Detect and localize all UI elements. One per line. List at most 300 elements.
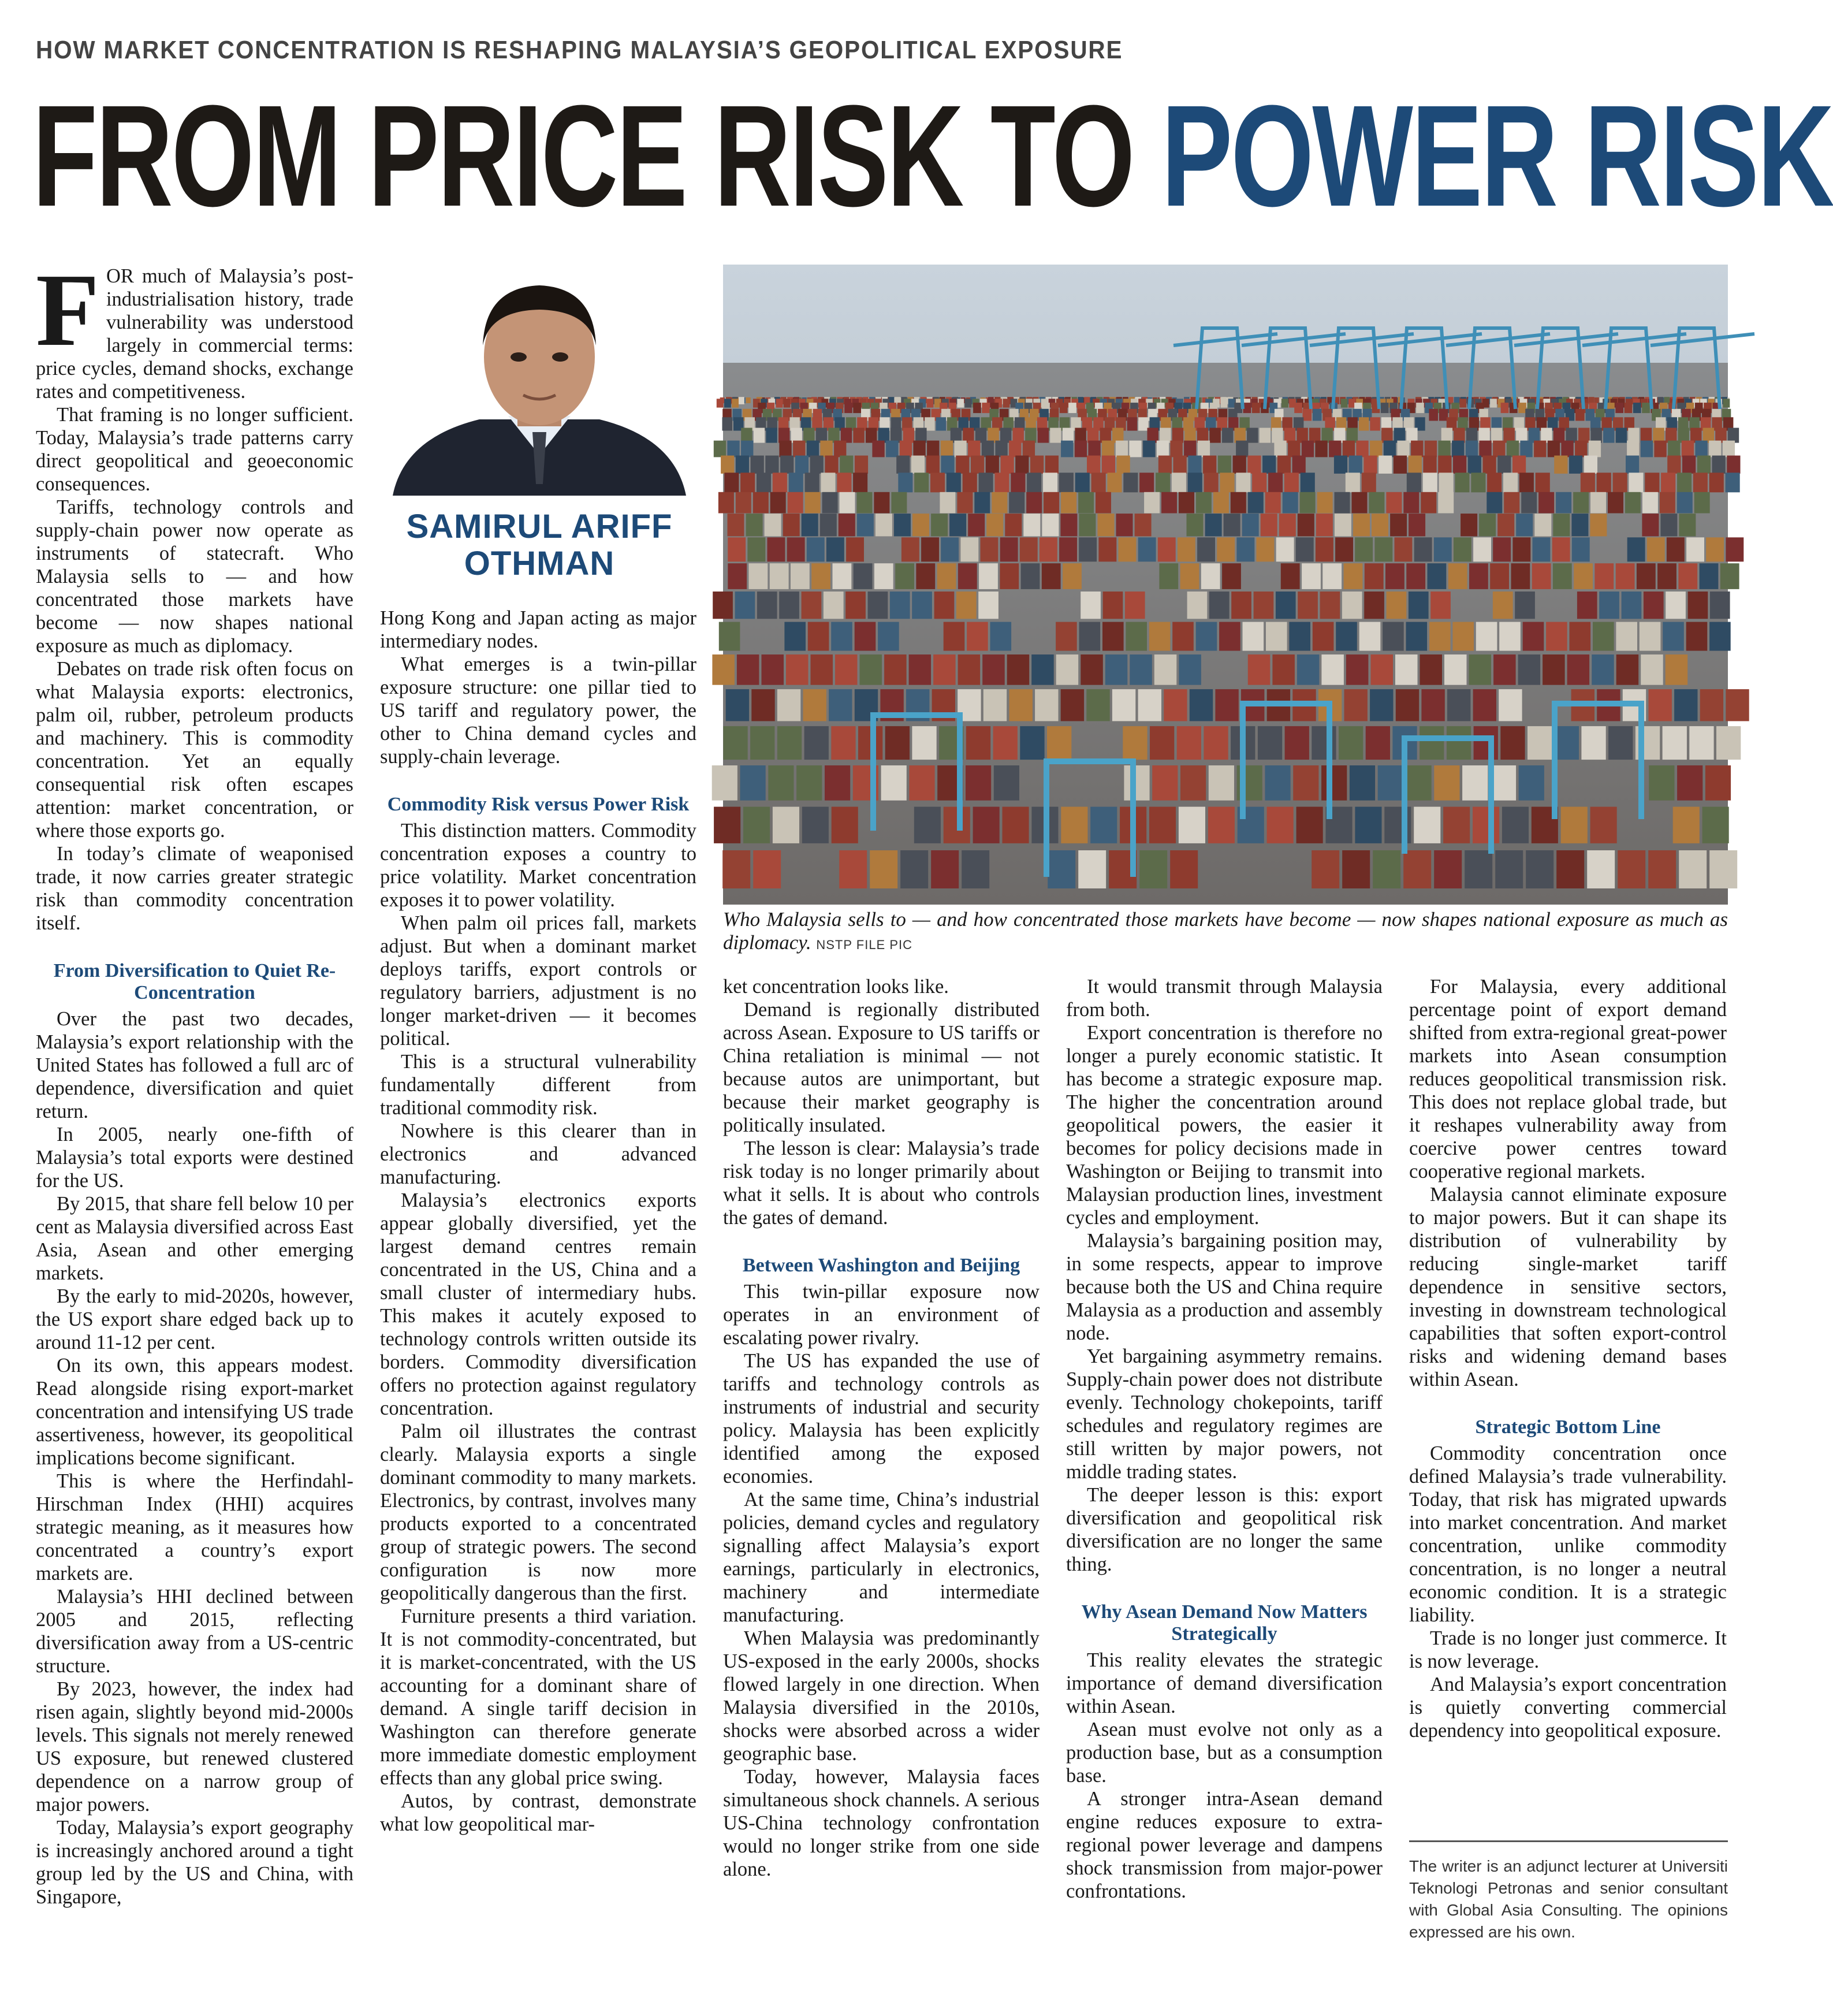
container [1394,428,1405,443]
subheading: Why Asean Demand Now Matters Strategically [1081,1601,1368,1645]
container [1102,456,1115,474]
container [1061,689,1084,721]
container [802,592,822,619]
container [1682,441,1694,457]
container [1266,622,1287,651]
container [719,622,740,651]
container [1213,492,1229,514]
container [1567,654,1590,685]
container [1156,473,1170,492]
container [1593,622,1614,651]
container [1289,622,1310,651]
container [1693,473,1708,492]
container [844,403,852,413]
container [1188,473,1202,492]
container [1309,428,1320,443]
container [1569,456,1582,474]
container [1078,850,1106,888]
container [912,514,929,536]
container [1061,807,1087,843]
container [1507,441,1519,457]
container [1501,403,1509,413]
container [834,441,846,457]
container [1370,417,1380,430]
container [921,537,939,561]
container [1112,689,1135,721]
container [1350,765,1375,801]
container [1526,850,1553,888]
container [1260,428,1271,443]
container [1532,563,1551,589]
container [732,399,739,407]
headline-part-2: POWER RISK [1161,75,1833,236]
container [1098,537,1116,561]
paragraph: That framing is no longer sufficient. Today, Malaysia’s trade patterns carry direct geopolitical and geoeconomic consequences. [36,404,353,495]
container [1267,807,1294,843]
container [978,592,999,619]
container [728,514,744,536]
container [1172,473,1186,492]
container [1129,441,1141,457]
paragraph: Debates on trade risk often focus on what Malaysia exports: electronics, palm oil, rubber, petroleum products and machinery. This is commodity concentration. Yet an equally consequential risk often escapes attention: market concentration, or where those exports go. [36,658,353,842]
container [986,456,999,474]
paragraph: The deeper lesson is this: export diversification and geopolitical risk diversification are no longer the same thing. [1066,1484,1383,1575]
container [1649,765,1674,801]
container [1493,654,1516,685]
container [909,654,932,685]
container [1045,456,1059,474]
container [810,456,824,474]
container [1179,492,1194,514]
container [982,403,990,413]
container [1030,456,1044,474]
container [979,473,993,492]
container [1126,622,1147,651]
container [1300,492,1316,514]
container [1625,492,1641,514]
container [927,441,939,457]
container [1452,441,1464,457]
container [1209,592,1230,619]
container [1491,428,1502,443]
container [1533,537,1551,561]
container [1688,592,1708,619]
container [990,622,1012,651]
container [1653,428,1664,443]
container [1479,514,1496,536]
container [808,622,829,651]
container [807,537,825,561]
container [1272,428,1283,443]
container [837,473,851,492]
container [724,399,731,407]
container [1217,537,1235,561]
paragraph: And Malaysia’s export concentration is quietly converting commercial dependency into geopolitical exposure. [1409,1673,1727,1742]
container [831,622,852,651]
container [1420,654,1443,685]
container [1081,654,1103,685]
container [1294,403,1302,413]
container [1520,441,1532,457]
paragraph: Palm oil illustrates the contrast clearly. Malaysia exports a single dominant commodity to many markets. Electronics, by contrast, involves many products exported to a concentrated group of strategic powers. The second configuration is now more geopolitically dangerous than the first. [380,1420,696,1604]
container [1678,563,1697,589]
container [1497,456,1511,474]
container [1454,428,1465,443]
container [982,441,994,457]
container [1603,428,1614,443]
container [1703,428,1714,443]
container [1288,441,1300,457]
container [1143,441,1155,457]
container [1150,726,1174,760]
container [791,428,802,443]
container [1705,765,1731,801]
author-name-line-2: OTHMAN [464,545,615,582]
container [944,622,965,651]
container [741,428,752,443]
container [874,563,893,589]
container [1303,409,1312,421]
container [753,850,781,888]
container [1385,563,1404,589]
container [1172,428,1183,443]
container [1406,563,1425,589]
container [891,492,907,514]
container [1184,441,1196,457]
container [1468,456,1481,474]
container [1079,514,1096,536]
container [1063,563,1082,589]
container [824,592,844,619]
container [1218,456,1231,474]
container [900,850,928,888]
container [757,592,777,619]
container [1274,441,1286,457]
container [723,726,747,760]
container [1407,473,1421,492]
container [1471,473,1485,492]
container [1172,622,1194,651]
paragraph: Malaysia cannot eliminate exposure to major powers. But it can shape its distribution of vulnerability by reducing single-market tariff dependence in sensitive sectors, investing in downstream technological capabilities that soften export-control risks and widening demand bases within Asean. [1409,1184,1727,1390]
container [1581,726,1605,760]
container [1590,492,1606,514]
container [1395,537,1413,561]
container [1135,514,1152,536]
paragraph: Hong Kong and Japan acting as major intermediary nodes. [380,607,696,652]
container [1116,514,1133,536]
container [833,563,852,589]
container [1209,765,1234,801]
container [1359,417,1369,430]
container [743,807,770,843]
container [1370,441,1382,457]
container [1642,514,1659,536]
container [1493,441,1505,457]
container [1020,537,1038,561]
container [1236,537,1254,561]
container [983,689,1007,721]
container [1615,403,1623,413]
container [857,492,873,514]
container [840,456,853,474]
paragraph: When Malaysia was predominantly US-exposed in the early 2000s, shocks flowed largely in one direction. When Malaysia diversified in the 2010s, shocks were absorbed across a wider geographic base. [723,1627,1040,1765]
container [1421,689,1444,721]
paragraph: Yet bargaining asymmetry remains. Supply-chain power does not distribute evenly. Technology chokepoints, tariff schedules and regulatory regimes are still written by major powers, not middle trading states. [1066,1345,1383,1483]
container [1572,537,1590,561]
paragraph: The US has expanded the use of tariffs and technology controls as instruments of industrial and security policy. Malaysia has been explicitly identified among the exposed economies. [723,1350,1040,1487]
container [956,592,977,619]
lead-text: OR much of Malaysia’s post-industrialisation history, trade vulnerability was understood largely in commercial terms: price cycles, demand shocks, exchange rates and competitiveness. [36,265,353,403]
container [1236,441,1248,457]
container [1397,441,1409,457]
container [1439,473,1454,492]
container [1035,689,1058,721]
container [1254,592,1274,619]
container [1043,473,1057,492]
container [1313,622,1334,651]
container [784,622,806,651]
container [1384,441,1396,457]
container [967,622,988,651]
container [845,592,866,619]
container [1079,537,1097,561]
paragraph: This distinction matters. Commodity concentration exposes a country to price volatility. Market concentration exposes it to power volatility. [380,820,696,911]
container [1666,654,1688,685]
container [1355,807,1381,843]
author-portrait [381,265,698,496]
container [981,537,999,561]
container [776,399,783,407]
container [1493,592,1513,619]
container [1068,403,1076,413]
container [1587,850,1615,888]
container [1292,456,1306,474]
container [746,397,751,403]
container-port-illustration [723,265,1728,905]
container [1252,403,1260,413]
container [768,537,785,561]
container [1553,428,1564,443]
container [721,456,734,474]
container [1203,456,1216,474]
photo-caption [723,908,1728,957]
container [1003,807,1029,843]
paragraph: When palm oil prices fall, markets adjust. But when a dominant market deploys tariffs, export controls or regulatory barriers, adjustment is no longer market-driven — it becomes political. [380,912,696,1050]
container [1042,563,1061,589]
container [746,514,763,536]
container [757,473,771,492]
container [1091,473,1106,492]
container [1715,428,1726,443]
container [901,537,919,561]
container [1322,563,1342,589]
container [853,428,864,443]
container [1296,537,1314,561]
container [1493,537,1511,561]
container [1469,654,1492,685]
container [949,514,966,536]
container [1059,473,1074,492]
container [954,441,966,457]
container [1575,409,1585,421]
container [1020,726,1044,760]
container [1025,428,1036,443]
container [822,492,838,514]
container [778,428,789,443]
container [728,537,746,561]
container [1618,850,1645,888]
container [994,473,1009,492]
container [1553,563,1572,589]
container [839,850,867,888]
container [1429,409,1438,421]
container [1452,622,1474,651]
container [1371,654,1394,685]
container [940,492,955,514]
container [1081,592,1101,619]
container [911,456,925,474]
container [1726,537,1743,561]
container [1339,726,1363,760]
container [1297,654,1320,685]
container [1490,399,1497,407]
paragraph: Autos, by contrast, demonstrate what low geopolitical mar- [380,1790,696,1835]
container [963,473,977,492]
container [1316,514,1333,536]
container [968,514,985,536]
container [979,563,998,589]
container [1277,456,1291,474]
container [1296,428,1307,443]
container [1591,428,1602,443]
container [779,592,799,619]
container [1000,563,1019,589]
container [1281,563,1300,589]
container [728,563,747,589]
container [1421,492,1436,514]
column-2 [380,607,696,1836]
container [726,689,749,721]
paragraph: This is a structural vulnerability fundamentally different from traditional commodity risk. [380,1051,696,1119]
container [1640,622,1661,651]
container [1060,514,1077,536]
container [1667,537,1685,561]
container [1344,563,1363,589]
container [993,726,1018,760]
container [973,807,1000,843]
container [1313,409,1322,421]
container [971,456,984,474]
container [1276,537,1294,561]
container [1293,765,1318,801]
container [1577,592,1597,619]
container [1187,592,1208,619]
container [835,654,858,685]
container [791,563,810,589]
container [1139,850,1167,888]
column-1 [36,252,353,1909]
container [765,456,778,474]
container [1257,537,1275,561]
container [1447,689,1470,721]
container [1554,456,1567,474]
container [751,456,764,474]
container [1379,456,1392,474]
author-name-line-1: SAMIRUL ARIFF [406,508,673,545]
container [1088,441,1100,457]
container [1346,654,1369,685]
container [803,689,826,721]
container [1641,441,1653,457]
container [982,654,1005,685]
container [1356,441,1368,457]
container [773,473,787,492]
container [1198,441,1210,457]
container [878,428,889,443]
container [1589,441,1601,457]
container [1613,473,1627,492]
container [1723,399,1730,407]
photo-credit: NSTP FILE PIC [816,938,913,952]
container [1709,850,1737,888]
container [713,592,733,619]
container [870,850,897,888]
container [1561,441,1573,457]
container [765,514,781,536]
container [773,807,799,843]
container [930,473,945,492]
container [1512,456,1526,474]
container [1248,654,1271,685]
container [1689,726,1713,760]
container [1438,441,1450,457]
container [1499,622,1521,651]
container [1486,492,1502,514]
container [1386,492,1402,514]
container [1409,514,1425,536]
container [1123,726,1147,760]
container [1272,654,1295,685]
container [958,563,977,589]
container [857,514,874,536]
container [1515,592,1535,619]
container [1462,765,1488,801]
container [986,514,1003,536]
container [1184,428,1195,443]
container [807,441,819,457]
container [1296,807,1323,843]
container [1660,514,1677,536]
container [1209,428,1220,443]
container [811,654,833,685]
container [1138,689,1161,721]
container [1649,689,1672,721]
container [934,592,955,619]
container [753,492,769,514]
container [1197,428,1208,443]
container [853,473,867,492]
container [1161,492,1177,514]
container [957,399,964,407]
container [1702,807,1729,843]
container [722,417,733,430]
paragraph: Export concentration is therefore no longer a purely economic statistic. It has become a strategic exposure map. The higher the concentration around geopolitical powers, the easier it becomes for policy decisions made in Washington or Beijing to transmit into Malaysian production lines, investment cycles and employment. [1066,1022,1383,1229]
container [747,537,765,561]
kicker: HOW MARKET CONCENTRATION IS RESHAPING MALAYSIA’S GEOPOLITICAL EXPOSURE [36,36,1123,64]
container [1334,456,1347,474]
container [1519,473,1534,492]
container [1023,514,1040,536]
